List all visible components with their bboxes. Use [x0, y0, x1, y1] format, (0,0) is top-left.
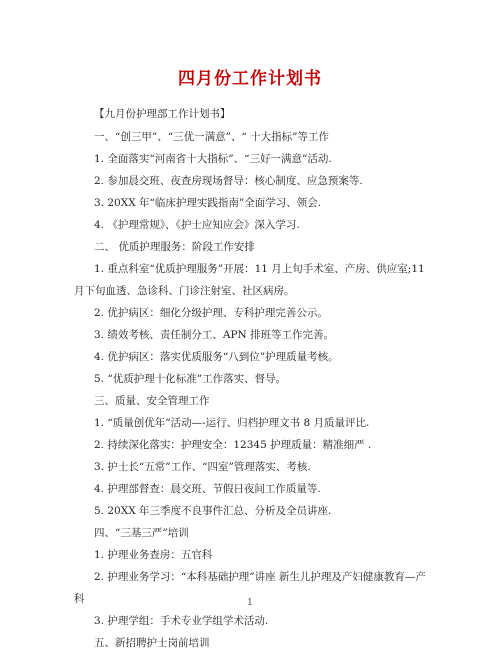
text-line: 5. 20XX 年三季度不良事件汇总、分析及全员讲座.: [94, 505, 332, 517]
text-line: 2. 优护病区：细化分级护理、专科护理完善公示。: [94, 307, 328, 319]
text-line: 3. 护士长“五常”工作、“四室”管理落实、考核.: [94, 461, 311, 473]
text-line: 1. 全面落实“河南省十大指标”、“三好一满意”活动.: [94, 153, 332, 165]
text-line: 3. 20XX 年“临床护理实践指南”全面学习、领会.: [94, 197, 322, 209]
text-line: 五、新招聘护士岗前培训: [94, 637, 210, 649]
text-line: 科: [74, 593, 85, 605]
text-line: 一、“创三甲”、“三优一满意”、“ 十大指标”等工作: [94, 131, 330, 143]
text-line: 4. 《护理常规》、《护士应知应会》深入学习.: [94, 219, 300, 231]
text-line: 2. 持续深化落实：护理安全：12345 护理质量：精准细严 .: [94, 439, 372, 451]
text-line: 2. 护理业务学习：“本科基础护理”讲座 新生儿护理及产妇健康教育—产: [94, 571, 426, 583]
text-line: 1. 护理业务查房：五官科: [94, 549, 213, 561]
text-line: 4. 优护病区：落实优质服务“八到位”护理质量考核。: [94, 351, 339, 363]
text-line: 三、质量、安全管理工作: [94, 395, 210, 407]
text-line: 二、 优质护理服务：阶段工作安排: [94, 241, 255, 253]
text-line: 月下旬血透、急诊科、门诊注射室、社区病房。: [74, 285, 295, 297]
text-line: 3. 护理学组：手术专业学组学术活动.: [94, 615, 269, 627]
text-line: 2. 参加晨交班、夜查房现场督导：核心制度、应急预案等.: [94, 175, 363, 187]
text-line: 1. “质量创优年”活动—-运行、归档护理文书 8 月质量评比.: [94, 417, 370, 429]
text-line: 1. 重点科室“优质护理服务”开展：11 月上旬手术室、产房、供应室;11: [94, 263, 425, 275]
page-number: 1: [247, 598, 253, 608]
section-header: 【九月份护理部工作计划书】: [94, 108, 231, 120]
text-line: 四、“三基三严”培训: [94, 527, 189, 539]
text-line: 4. 护理部督查：晨交班、节假日夜间工作质量等.: [94, 483, 321, 495]
text-line: 3. 绩效考核、责任制分工、APN 排班等工作完善。: [94, 329, 335, 341]
document-title: 四月份工作计划书: [178, 69, 322, 89]
text-line: 5. “优质护理十化标准”工作落实、督导。: [94, 373, 287, 385]
